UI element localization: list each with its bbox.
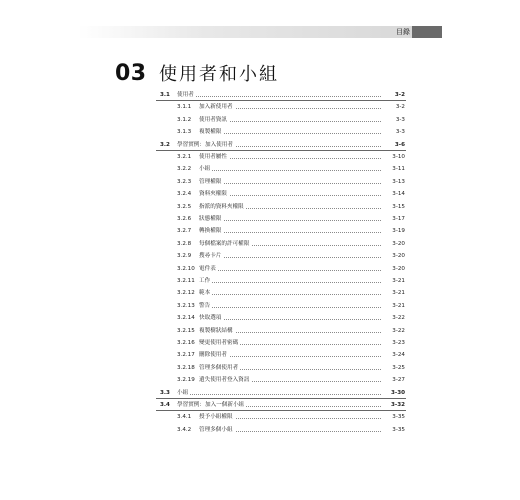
toc-entry-title: 每個檔案的許可權限 [199,238,251,250]
toc-entry-title: 使用者 [177,89,196,101]
toc-entry-title: 使用者屬性 [199,151,229,163]
toc-entry-page: 3-19 [382,225,405,237]
toc-entry-number: 3.2.4 [177,191,192,198]
toc-entry [0,325,520,337]
toc-entry-page: 3-20 [382,263,405,275]
chapter-title: 使用者和小組 [159,64,279,85]
toc-entry [0,151,520,163]
toc-entry [0,176,520,188]
toc-entry-number: 3.2.1 [177,154,192,160]
toc-entry-number: 3.2.3 [177,178,192,185]
toc-leader-dots [199,220,403,221]
toc-entry-title: 警告 [199,300,212,312]
toc-entry-number: 3.1 [160,92,170,98]
toc-entry-number: 3.4.2 [177,426,192,433]
toc-entry-page: 3-24 [382,349,405,361]
toc-entry-page: 3-35 [382,424,405,436]
toc-entry [0,374,520,386]
toc-entry-page: 3-3 [382,126,405,138]
toc-entry-page: 3-11 [382,163,405,175]
toc-entry-title: 快取選項 [199,312,223,324]
toc-entry [0,275,520,287]
toc-leader-dots [199,257,403,258]
toc-leader-dots [177,394,403,395]
toc-entry-title: 指派的資料夾權限 [199,201,246,213]
toc-entry-number: 3.2 [160,141,170,148]
chapter-number: 03 [115,61,147,86]
toc-entry-title: 複製樹狀結構 [199,325,235,337]
toc-entry-title: 授予小組權限 [199,411,235,423]
toc-entry-title: 電件表 [199,263,218,275]
toc-entry [0,213,520,225]
toc-leader-dots [199,232,403,233]
toc-entry-page: 3-20 [382,238,405,250]
toc-entry-page: 3-20 [382,250,405,262]
toc-entry-title: 刪除使用者 [199,349,229,361]
toc-entry-number: 3.2.8 [177,240,192,247]
toc-entry-number: 3.2.7 [177,228,192,235]
toc-entry-title: 範本 [199,287,212,299]
toc-entry [0,163,520,175]
toc-leader-dots [199,170,403,171]
toc-entry [0,126,520,138]
toc-entry-page: 3-22 [382,312,405,324]
toc-entry [0,225,520,237]
toc-entry-number: 3.2.5 [177,203,192,210]
toc-entry-title: 小組 [199,163,212,175]
toc-entry-number: 3.2.11 [177,278,195,284]
toc-entry-title: 變更使用者密碼 [199,337,240,349]
toc-entry [0,101,520,113]
toc-leader-dots [199,158,403,159]
toc-entry-number: 3.2.17 [177,352,195,359]
toc-entry-title: 複製權限 [199,126,223,138]
toc-entry [0,362,520,374]
toc-entry-title: 學習實例：加入使用者 [177,139,235,151]
toc-entry [0,337,520,349]
toc-entry-title: 管理多個使用者 [199,362,240,374]
toc-entry-page: 3-23 [382,337,405,349]
toc-entry-page: 3-10 [382,151,405,163]
toc-entry-number: 3.2.10 [177,265,195,272]
toc-entry [0,250,520,262]
toc-entry-title: 學習實例：加入一個新小組 [177,399,246,411]
toc-entry-page: 3-22 [382,325,405,337]
toc-entry-title: 管理多個小組 [199,424,235,436]
toc-entry-number: 3.2.19 [177,377,195,384]
toc-entry [0,424,520,436]
toc-entry-page: 3-27 [382,374,405,386]
toc-entry-number: 3.1.3 [177,129,192,136]
toc-entry-page: 3-21 [382,275,405,287]
toc-entry-page: 3-21 [382,300,405,312]
toc-entry [0,312,520,324]
toc-entry [0,349,520,361]
header-label: 目錄 [396,28,410,36]
toc-entry [0,114,520,126]
toc-leader-dots [177,96,403,97]
toc-entry-page: 3-35 [382,411,405,423]
toc-entry-page: 3-13 [382,176,405,188]
toc-entry-number: 3.2.12 [177,290,195,297]
toc-entry-title: 遺失使用者登入資訊 [199,374,251,386]
toc-entry-title: 轉換權限 [199,225,223,237]
toc-entry [0,188,520,200]
toc-leader-dots [199,121,403,122]
toc-entry-page: 3-25 [382,362,405,374]
toc-entry [0,238,520,250]
toc-entry-number: 3.2.9 [177,253,192,260]
header-block [412,26,442,38]
toc-entry-title: 加入新使用者 [199,101,235,113]
toc-entry [0,287,520,299]
toc-entry-page: 3-2 [382,101,405,113]
toc-entry-page: 3-30 [382,387,405,399]
toc-entry-page: 3-32 [382,399,405,411]
toc-entry-title: 狀態權限 [199,213,223,225]
toc-entry-number: 3.2.13 [177,302,195,309]
toc-entry [0,300,520,312]
toc-entry-page: 3-14 [382,188,405,200]
toc-entry-page: 3-6 [382,139,405,151]
toc-entry-number: 3.2.18 [177,364,195,371]
toc-entry-number: 3.4 [160,402,170,408]
toc-entry-title: 工作 [199,275,212,287]
toc-entry-page: 3-21 [382,287,405,299]
toc-entry-number: 3.3 [160,389,170,396]
toc-leader-dots [199,307,403,308]
toc-leader-dots [199,270,403,271]
toc-entry-title: 搜尋卡片 [199,250,223,262]
toc-entry-page: 3-3 [382,114,405,126]
toc-entry [0,411,520,423]
toc-entry-page: 3-2 [382,89,405,101]
toc-entry-number: 3.2.6 [177,216,192,222]
toc-entry-title: 管理權限 [199,176,223,188]
toc-leader-dots [199,282,403,283]
toc-leader-dots [199,319,403,320]
toc-entry-number: 3.2.14 [177,315,195,322]
toc-entry-number: 3.1.2 [177,116,192,123]
toc-entry-page: 3-17 [382,213,405,225]
toc-entry [0,263,520,275]
toc-leader-dots [199,294,403,295]
toc-entry-page: 3-15 [382,201,405,213]
toc-entry-number: 3.2.16 [177,340,195,346]
toc-entry-number: 3.2.2 [177,166,192,173]
toc-entry-number: 3.1.1 [177,104,192,111]
toc-entry-number: 3.4.1 [177,414,192,421]
toc-leader-dots [199,356,403,357]
toc-entry-title: 資料夾權限 [199,188,229,200]
toc-leader-dots [199,133,403,134]
toc-leader-dots [199,183,403,184]
toc-entry-title: 小組 [177,387,190,399]
toc-leader-dots [199,195,403,196]
toc-entry-number: 3.2.15 [177,327,195,334]
toc-entry [0,201,520,213]
toc-entry-title: 使用者資訊 [199,114,229,126]
